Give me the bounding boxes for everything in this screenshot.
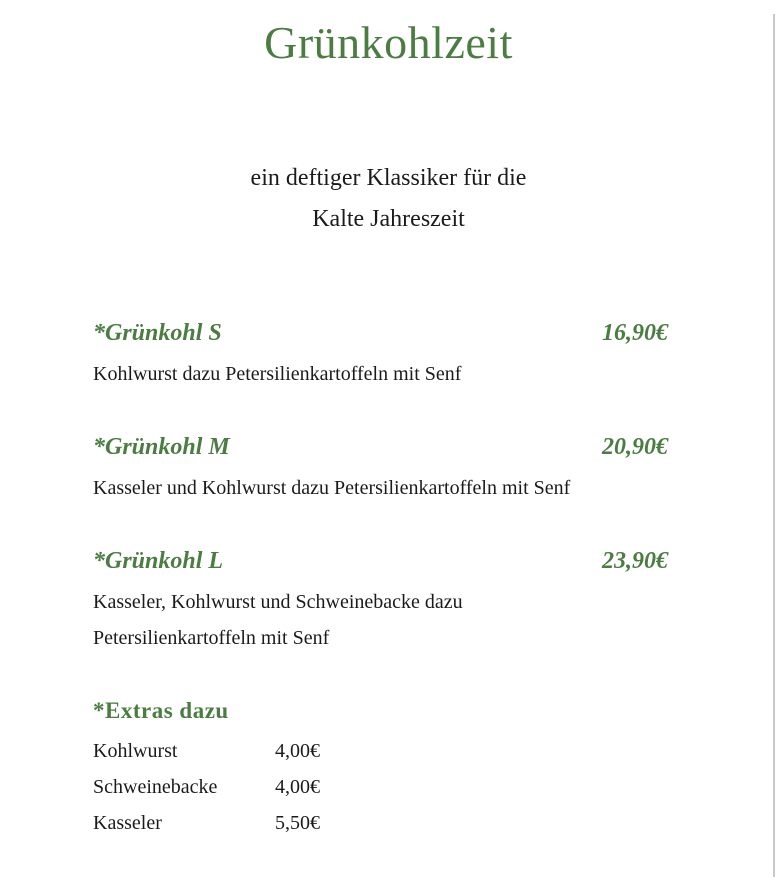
extras-section [93, 697, 668, 841]
page-title: Grünkohlzeit [264, 17, 513, 68]
menu-item-gruenkohl-m [93, 432, 668, 506]
menu-items [93, 318, 668, 656]
item-description [93, 356, 668, 392]
item-name: *Grünkohl L [93, 548, 224, 574]
item-description-line: Kohlwurst dazu Petersilienkartoffeln mit Senf [93, 363, 462, 385]
item-description [93, 584, 668, 656]
extra-row-kohlwurst [93, 733, 668, 769]
menu-page [0, 14, 777, 877]
extra-row-kasseler [93, 805, 668, 841]
extras-heading: *Extras dazu [93, 698, 229, 723]
extra-name: Kohlwurst [93, 740, 178, 762]
subtitle-line-2: Kalte Jahreszeit [312, 206, 465, 232]
item-description [93, 470, 668, 506]
extra-price: 5,50€ [275, 812, 320, 834]
subtitle-line-1: ein deftiger Klassiker für die [250, 165, 527, 191]
extra-row-schweinebacke [93, 769, 668, 805]
item-price: 20,90€ [602, 434, 668, 460]
item-name: *Grünkohl M [93, 434, 230, 460]
page-edge-line [773, 14, 775, 877]
item-name: *Grünkohl S [93, 320, 222, 346]
item-header [93, 432, 668, 462]
extra-price: 4,00€ [275, 776, 320, 798]
item-price: 23,90€ [602, 548, 668, 574]
item-price: 16,90€ [602, 320, 668, 346]
extra-name: Kasseler [93, 812, 162, 834]
extra-name: Schweinebacke [93, 776, 218, 798]
extras-list [93, 733, 668, 841]
item-header [93, 318, 668, 348]
extra-price: 4,00€ [275, 740, 320, 762]
menu-content [93, 318, 668, 841]
menu-item-gruenkohl-s [93, 318, 668, 392]
item-description-line: Kasseler und Kohlwurst dazu Petersilienkartoffeln mit Senf [93, 477, 571, 499]
menu-item-gruenkohl-l [93, 546, 668, 656]
item-description-line: Petersilienkartoffeln mit Senf [93, 627, 330, 649]
item-description-line: Kasseler, Kohlwurst und Schweinebacke dazu [93, 591, 463, 613]
menu-subtitle [0, 158, 777, 240]
item-header [93, 546, 668, 576]
